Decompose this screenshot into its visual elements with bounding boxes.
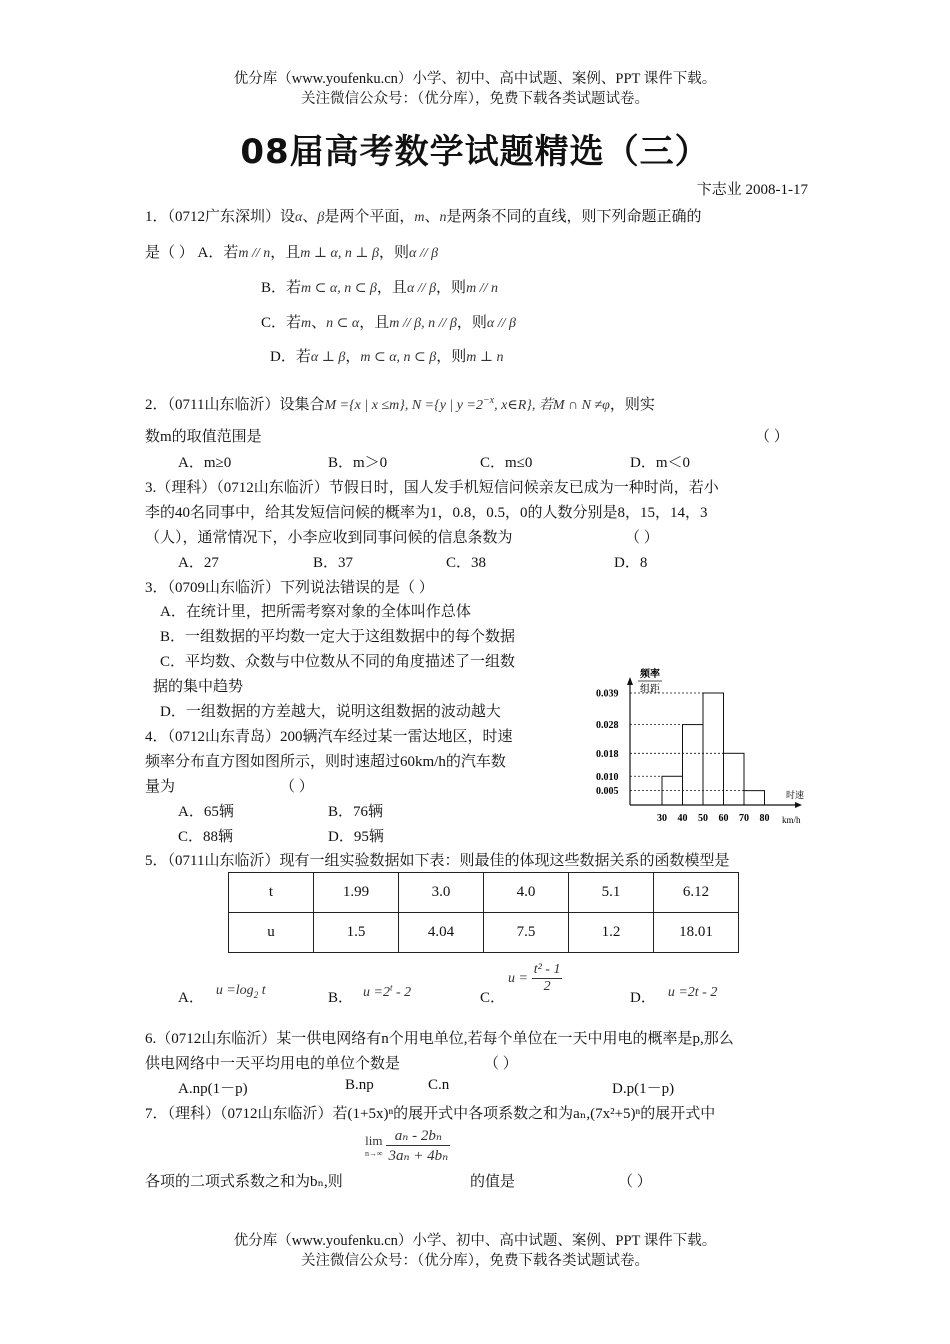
q5-option-label: B． — [328, 990, 354, 1006]
q1-text: B．若 — [261, 280, 302, 296]
q1-math: m — [301, 316, 312, 331]
page-title: 08届高考数学试题精选（三） — [240, 132, 710, 172]
q1-text: ， — [345, 349, 361, 365]
q4-line-2: 频率分布直方图如图所示，则时速超过60km/h的汽车数 — [145, 754, 506, 770]
q5-math: - 2 — [392, 985, 412, 1000]
q1-math: α ⊥ β — [310, 350, 346, 365]
q5-option-a-math — [216, 983, 266, 998]
q4-line-1: 4．（0712山东青岛）200辆汽车经过某一雷达地区，时速 — [145, 729, 513, 745]
table-cell: 4.0 — [484, 873, 569, 913]
q5-option-a — [178, 983, 266, 1008]
table-row — [229, 913, 739, 953]
q2-option-c: C．m≤0 — [480, 455, 533, 471]
q4-option-c: C．88辆 — [178, 829, 234, 845]
q1-n: n — [439, 210, 447, 225]
q5-math: u =2 — [363, 985, 390, 1000]
q2-math-sup: −x — [482, 395, 495, 406]
q5-option-c: C． — [480, 990, 506, 1006]
q3a-line-1: 3.（理科）（0712山东临沂）节假日时，国人发手机短信问候亲友已成为一种时尚，若小 — [145, 480, 719, 496]
q1-text: C．若 — [261, 315, 302, 331]
q3b-option-a: A．在统计里，把所需考察对象的全体叫作总体 — [160, 604, 471, 620]
q3b-option-c-1: C．平均数、众数与中位数从不同的角度描述了一组数 — [160, 654, 516, 670]
q6-option-d: D.p(1－p) — [612, 1081, 675, 1097]
q1-option-c — [261, 311, 516, 332]
q5-math: u =2t - 2 — [667, 985, 718, 1000]
q1-text: ，则 — [436, 280, 467, 296]
q1-sep: 、 — [302, 209, 318, 225]
x-tick-label: 40 — [677, 813, 688, 824]
table-cell: 6.12 — [654, 873, 739, 913]
y-label-numerator: 频率 — [640, 669, 660, 680]
q7-limit-expression — [365, 1126, 450, 1165]
q5-option-d — [630, 986, 717, 1007]
fraction-numerator: aₙ - 2bₙ — [386, 1126, 450, 1146]
q3a-line-3: （人），通常情况下，小李应收到同事问候的信息条数为 — [145, 530, 513, 546]
speed-histogram — [590, 665, 815, 830]
fraction-denominator: 2 — [543, 979, 551, 994]
y-tick-label: 0.005 — [596, 786, 619, 798]
q3b-option-c-2: 据的集中趋势 — [153, 679, 244, 695]
author-date: 卞志业 2008-1-17 — [696, 182, 808, 198]
table-cell: t — [229, 873, 314, 913]
q1-math: α // β — [409, 246, 439, 261]
q1-math: α // β — [406, 281, 437, 296]
q1-math: m ⊥ α, n ⊥ β — [300, 246, 380, 261]
footer-line-2: 关注微信公众号：（优分库），免费下载各类试题试卷。 — [301, 1253, 649, 1269]
q1-text: 是两条不同的直线，则下列命题正确的 — [446, 209, 702, 225]
histogram-bar — [703, 693, 724, 805]
q5-option-c-math — [508, 962, 562, 995]
q1-text: D．若 — [270, 349, 311, 365]
q1-beta: β — [317, 210, 325, 225]
table-cell: 4.04 — [399, 913, 484, 953]
q2-text: ，则实 — [609, 397, 655, 413]
q1-math: m ⊂ α, n ⊂ β — [360, 350, 437, 365]
table-cell: 7.5 — [484, 913, 569, 953]
y-tick-label: 0.028 — [596, 720, 619, 732]
footer-line-1: 优分库（www.youfenku.cn）小学、初中、高中试题、案例、PPT 课件下载。 — [233, 1233, 717, 1249]
q4-answer-paren: （ ） — [280, 779, 314, 795]
q1-text: 、 — [311, 315, 327, 331]
q5-math-sub: 2 — [253, 989, 259, 1000]
q2-answer-paren: （ ） — [755, 429, 789, 445]
x-tick-label: 30 — [657, 813, 667, 824]
q7-line-2: 各项的二项式系数之和为bₙ,则 — [145, 1174, 343, 1190]
q3a-option-a: A．27 — [178, 555, 219, 571]
q4-option-b: B．76辆 — [328, 804, 384, 820]
fraction-numerator: t² - 1 — [533, 962, 561, 977]
q1-math: α // β — [486, 316, 517, 331]
q1-math: m // n — [238, 246, 271, 261]
q2-math: , x∈R}, 若M ∩ N ≠φ — [494, 398, 610, 413]
header-line-1: 优分库（www.youfenku.cn）小学、初中、高中试题、案例、PPT 课件下载。 — [233, 71, 717, 87]
lim-symbol: lim — [365, 1133, 383, 1148]
table-cell: 3.0 — [399, 873, 484, 913]
q1-sep: 、 — [424, 209, 440, 225]
y-axis-arrow — [627, 677, 633, 685]
q1-m: m — [414, 210, 425, 225]
q2-line-1 — [145, 393, 655, 414]
q1-text: ，且 — [270, 245, 301, 261]
y-tick-label: 0.018 — [596, 748, 619, 760]
q1-text: ，且 — [376, 280, 407, 296]
q7-line-2-end: 的值是 — [470, 1174, 516, 1190]
fraction-denominator: 3aₙ + 4bₙ — [388, 1148, 449, 1164]
q6-line-1: 6.（0712山东临沂）某一供电网络有n个用电单位,若每个单位在一天中用电的概率是p,那么 — [145, 1031, 734, 1047]
q2-text: 2．（0711山东临沂）设集合 — [145, 397, 325, 413]
table-cell: 1.5 — [314, 913, 399, 953]
q1-option-a — [145, 241, 438, 262]
q1-text: ，且 — [359, 315, 390, 331]
q7-fraction — [386, 1126, 450, 1165]
histogram-bar — [744, 791, 765, 805]
table-cell: 5.1 — [569, 873, 654, 913]
q1-text: 1．（0712广东深圳）设 — [145, 209, 296, 225]
q1-text: 是（ ） A．若 — [145, 245, 239, 261]
q1-option-d — [270, 345, 504, 366]
table-cell: u — [229, 913, 314, 953]
q1-math: m ⊥ n — [466, 350, 504, 365]
q5-math: t — [258, 983, 266, 998]
q6-option-c: C.n — [428, 1077, 450, 1093]
q2-option-a: A．m≥0 — [178, 455, 232, 471]
q3a-option-c: C．38 — [446, 555, 487, 571]
q3b-option-d: D．一组数据的方差越大，说明这组数据的波动越大 — [160, 704, 501, 720]
q4-line-3: 量为 — [145, 779, 176, 795]
histogram-bar — [683, 725, 704, 805]
q1-math: m // β, n // β — [389, 316, 457, 331]
table-cell: 1.99 — [314, 873, 399, 913]
q3a-option-b: B．37 — [313, 555, 354, 571]
q1-text: ，则 — [436, 349, 467, 365]
q6-option-b: B.np — [345, 1077, 374, 1093]
x-axis-arrow — [795, 802, 802, 808]
q1-text: ，则 — [379, 245, 410, 261]
x-label-top: 时速 — [786, 790, 805, 800]
header-line-2: 关注微信公众号：（优分库），免费下载各类试题试卷。 — [301, 91, 649, 107]
q7-answer-paren: （ ） — [618, 1174, 652, 1190]
q6-answer-paren: （ ） — [484, 1056, 518, 1072]
q1-text: ，则 — [456, 315, 487, 331]
q7-lim — [365, 1133, 383, 1158]
x-tick-label: 60 — [718, 813, 729, 824]
q3a-answer-paren: （ ） — [625, 530, 659, 546]
q5-line-1: 5．（0711山东临沂）现有一组实验数据如下表：则最佳的体现这些数据关系的函数模型是 — [145, 853, 730, 869]
x-tick-label: 70 — [739, 813, 749, 824]
q5-data-table — [228, 872, 739, 953]
q5-option-b-math — [363, 982, 412, 1000]
q1-alpha: α — [295, 210, 303, 225]
q1-math: m // n — [466, 281, 498, 296]
q1-text: 是两个平面， — [324, 209, 415, 225]
y-tick-label: 0.010 — [596, 771, 619, 783]
q3b-option-b: B．一组数据的平均数一定大于这组数据中的每个数据 — [160, 629, 516, 645]
q3a-line-2: 李的40名同事中，给其发短信问候的概率为1，0.8，0.5，0的人数分别是8，15，14，3 — [145, 505, 708, 521]
q2-line-2: 数m的取值范围是 — [145, 429, 262, 445]
table-cell: 1.2 — [569, 913, 654, 953]
q6-option-a: A.np(1－p) — [178, 1081, 248, 1097]
x-tick-label: 80 — [759, 813, 770, 824]
q6-line-2: 供电网络中一天平均用电的单位个数是 — [145, 1056, 401, 1072]
lim-subscript: n→∞ — [365, 1149, 383, 1158]
histogram-bar — [724, 753, 745, 805]
q5-math: u = — [508, 970, 528, 986]
y-tick-label: 0.039 — [596, 688, 619, 700]
q7-line-1: 7．（理科）（0712山东临沂）若(1+5x)ⁿ的展开式中各项系数之和为aₙ,(7x²+5)ⁿ的展开式中 — [145, 1106, 716, 1122]
q2-option-d: D．m＜0 — [630, 455, 691, 471]
q5-math-sup: t — [389, 982, 393, 993]
q4-option-d: D．95辆 — [328, 829, 384, 845]
q1-math: m ⊂ α, n ⊂ β — [301, 281, 377, 296]
x-tick-label: 50 — [698, 813, 708, 824]
x-label-unit: km/h — [782, 815, 801, 825]
y-label-denominator: 组距 — [640, 684, 660, 695]
q5-option-label: D． — [630, 990, 656, 1006]
q1-math: n ⊂ α — [326, 316, 360, 331]
q5-math: u =log — [215, 983, 254, 998]
q1-line-1 — [145, 205, 702, 226]
q5-option-label: A． — [178, 990, 204, 1006]
q5-option-c-fraction — [532, 962, 563, 995]
table-cell: 18.01 — [654, 913, 739, 953]
q2-math: M ={x | x ≤m}, N ={y | y =2 — [324, 398, 483, 413]
table-row — [229, 873, 739, 913]
q2-option-b: B．m＞0 — [328, 455, 388, 471]
histogram-axes — [627, 667, 804, 825]
q5-option-b — [328, 982, 412, 1007]
q1-option-b — [261, 276, 498, 297]
q4-option-a: A．65辆 — [178, 804, 234, 820]
q3a-option-d: D．8 — [614, 555, 648, 571]
q3b-line-1: 3．（0709山东临沂）下列说法错误的是（ ） — [145, 580, 434, 596]
